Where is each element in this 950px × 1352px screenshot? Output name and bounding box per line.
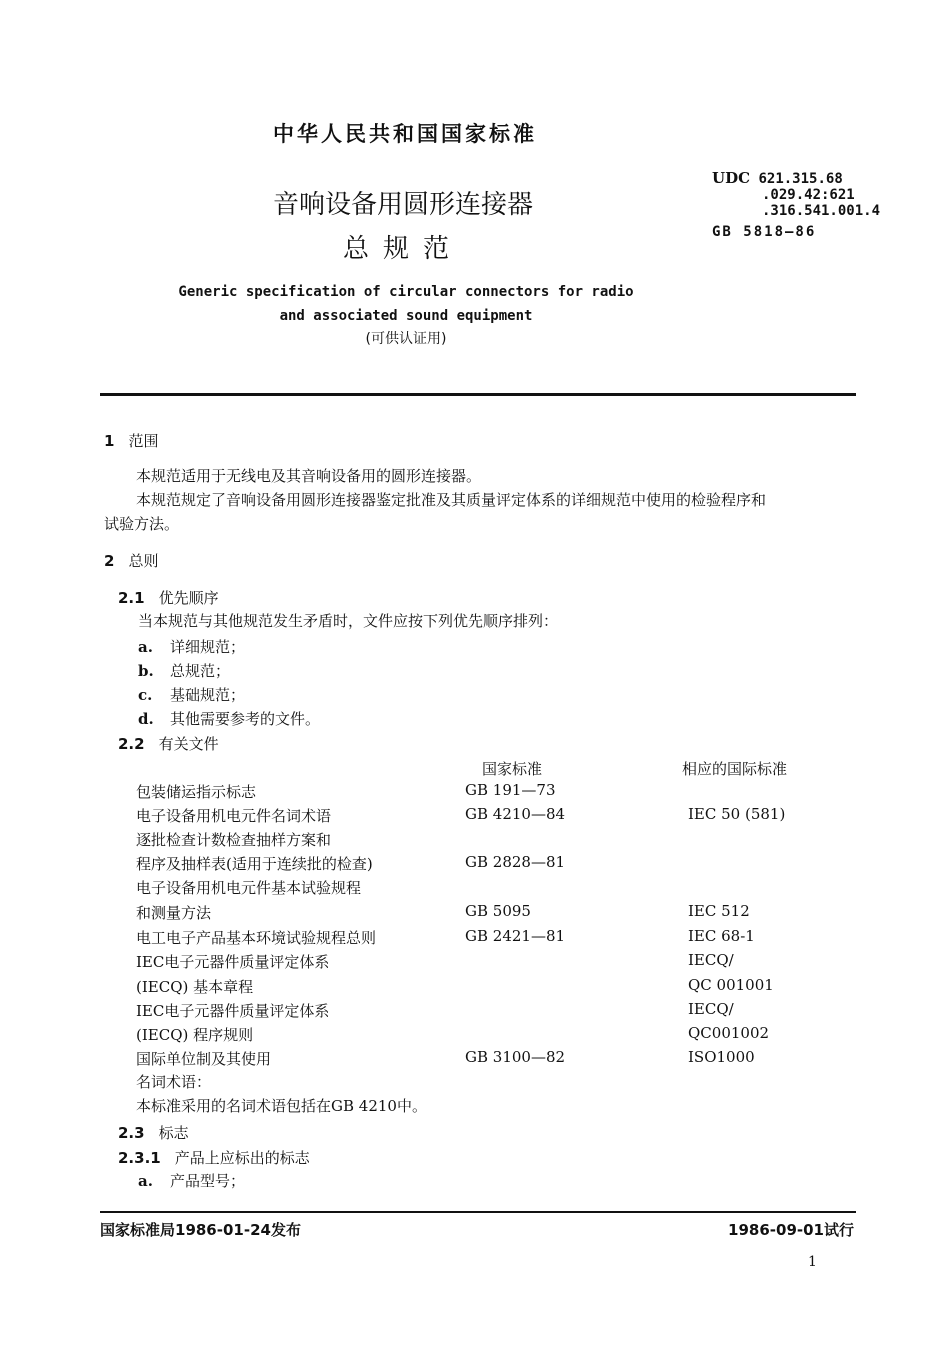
section-1-paragraph-2-cont: 试验方法。: [104, 515, 180, 533]
page-number: 1: [808, 1254, 817, 1270]
item-mark: b.: [138, 662, 154, 680]
doc-gb: GB 4210—84: [465, 805, 566, 823]
doc-intl: QC 001001: [688, 976, 774, 994]
doc-intl: IECQ/: [688, 1000, 734, 1018]
footer-divider: [100, 1211, 856, 1213]
item-text: 总规范；: [170, 662, 231, 680]
certification-note: (可供认证用): [365, 331, 447, 347]
item-mark: a.: [138, 638, 153, 656]
doc-intl: IEC 50 (581): [688, 805, 786, 823]
doc-name: IEC电子元器件质量评定体系: [136, 953, 330, 971]
doc-name: 包装储运指示标志: [136, 783, 257, 801]
doc-name: (IECQ) 程序规则: [136, 1026, 254, 1044]
priority-item: [138, 636, 245, 657]
section-title: 范围: [128, 432, 159, 450]
doc-intl: QC001002: [688, 1024, 770, 1042]
priority-item: [138, 684, 245, 705]
doc-intl: ISO1000: [688, 1048, 755, 1066]
item-mark: a.: [138, 1172, 153, 1190]
udc-line-2: .029.42:621: [762, 187, 855, 203]
doc-name: 逐批检查计数检查抽样方案和: [136, 831, 332, 849]
section-1-heading: [104, 430, 158, 451]
doc-name: 电子设备用机电元件名词术语: [136, 807, 332, 825]
english-title-line-2: and associated sound equipment: [279, 308, 533, 324]
document-title: 音响设备用圆形连接器: [272, 190, 533, 220]
doc-gb: GB 3100—82: [465, 1048, 566, 1066]
section-2-1-heading: [118, 587, 219, 608]
udc-line-3: .316.541.001.4: [762, 203, 881, 219]
doc-intl: IEC 68-1: [688, 927, 755, 945]
doc-name: 电子设备用机电元件基本试验规程: [136, 879, 362, 897]
section-2-3-heading: [118, 1122, 189, 1143]
doc-name: 电工电子产品基本环境试验规程总则: [136, 929, 377, 947]
terms-text: 本标准采用的名词术语包括在GB 4210中。: [136, 1097, 427, 1115]
priority-item: [138, 708, 320, 729]
section-title: 标志: [158, 1124, 189, 1142]
doc-name: 和测量方法: [136, 904, 212, 922]
item-text: 其他需要参考的文件。: [170, 710, 321, 728]
doc-gb: GB 191—73: [465, 781, 556, 799]
doc-gb: GB 2828—81: [465, 853, 566, 871]
section-title: 总则: [128, 552, 159, 570]
marking-item: [138, 1170, 245, 1191]
doc-intl: IEC 512: [688, 902, 750, 920]
document-subtitle: 总规范: [342, 234, 463, 264]
section-number: 2.1: [118, 589, 145, 607]
section-number: 2.2: [118, 735, 145, 753]
item-text: 详细规范；: [170, 638, 246, 656]
udc-block: [712, 170, 880, 219]
section-title: 优先顺序: [158, 589, 219, 607]
section-number: 2.3.1: [118, 1149, 161, 1167]
terms-label: 名词术语：: [136, 1073, 212, 1091]
section-number: 2: [104, 552, 115, 570]
udc-line-1: 621.315.68: [758, 171, 843, 187]
issue-date: 国家标准局1986-01-24发布: [100, 1221, 301, 1239]
doc-name: 国际单位制及其使用: [136, 1050, 272, 1068]
section-2-3-1-heading: [118, 1147, 310, 1168]
section-number: 1: [104, 432, 115, 450]
item-mark: c.: [138, 686, 153, 704]
doc-name: IEC电子元器件质量评定体系: [136, 1002, 330, 1020]
doc-name: 程序及抽样表(适用于连续批的检查): [136, 855, 373, 873]
doc-gb: GB 2421—81: [465, 927, 566, 945]
doc-gb: GB 5095: [465, 902, 531, 920]
column-header-national: 国家标准: [482, 760, 543, 778]
section-1-paragraph-1: 本规范适用于无线电及其音响设备用的圆形连接器。: [136, 467, 482, 485]
item-text: 产品型号；: [170, 1172, 246, 1190]
section-2-1-paragraph: 当本规范与其他规范发生矛盾时，文件应按下列优先顺序排列：: [138, 612, 559, 630]
udc-label: UDC: [712, 169, 751, 187]
section-2-2-heading: [118, 733, 219, 754]
column-header-international: 相应的国际标准: [682, 760, 788, 778]
gb-code: GB 5818—86: [712, 224, 817, 240]
english-title-line-1: Generic specification of circular connectors for radio: [178, 284, 634, 300]
section-number: 2.3: [118, 1124, 145, 1142]
section-title: 有关文件: [158, 735, 219, 753]
section-2-heading: [104, 550, 158, 571]
doc-name: (IECQ) 基本章程: [136, 978, 254, 996]
header-divider: [100, 393, 856, 396]
item-text: 基础规范；: [170, 686, 246, 704]
section-title: 产品上应标出的标志: [174, 1149, 310, 1167]
section-1-paragraph-2: 本规范规定了音响设备用圆形连接器鉴定批准及其质量评定体系的详细规范中使用的检验程序和: [136, 491, 767, 509]
english-title: [0, 280, 812, 328]
standard-title: 中华人民共和国国家标准: [273, 122, 537, 146]
item-mark: d.: [138, 710, 154, 728]
doc-intl: IECQ/: [688, 951, 734, 969]
effective-date: 1986-09-01试行: [728, 1221, 854, 1239]
priority-item: [138, 660, 230, 681]
